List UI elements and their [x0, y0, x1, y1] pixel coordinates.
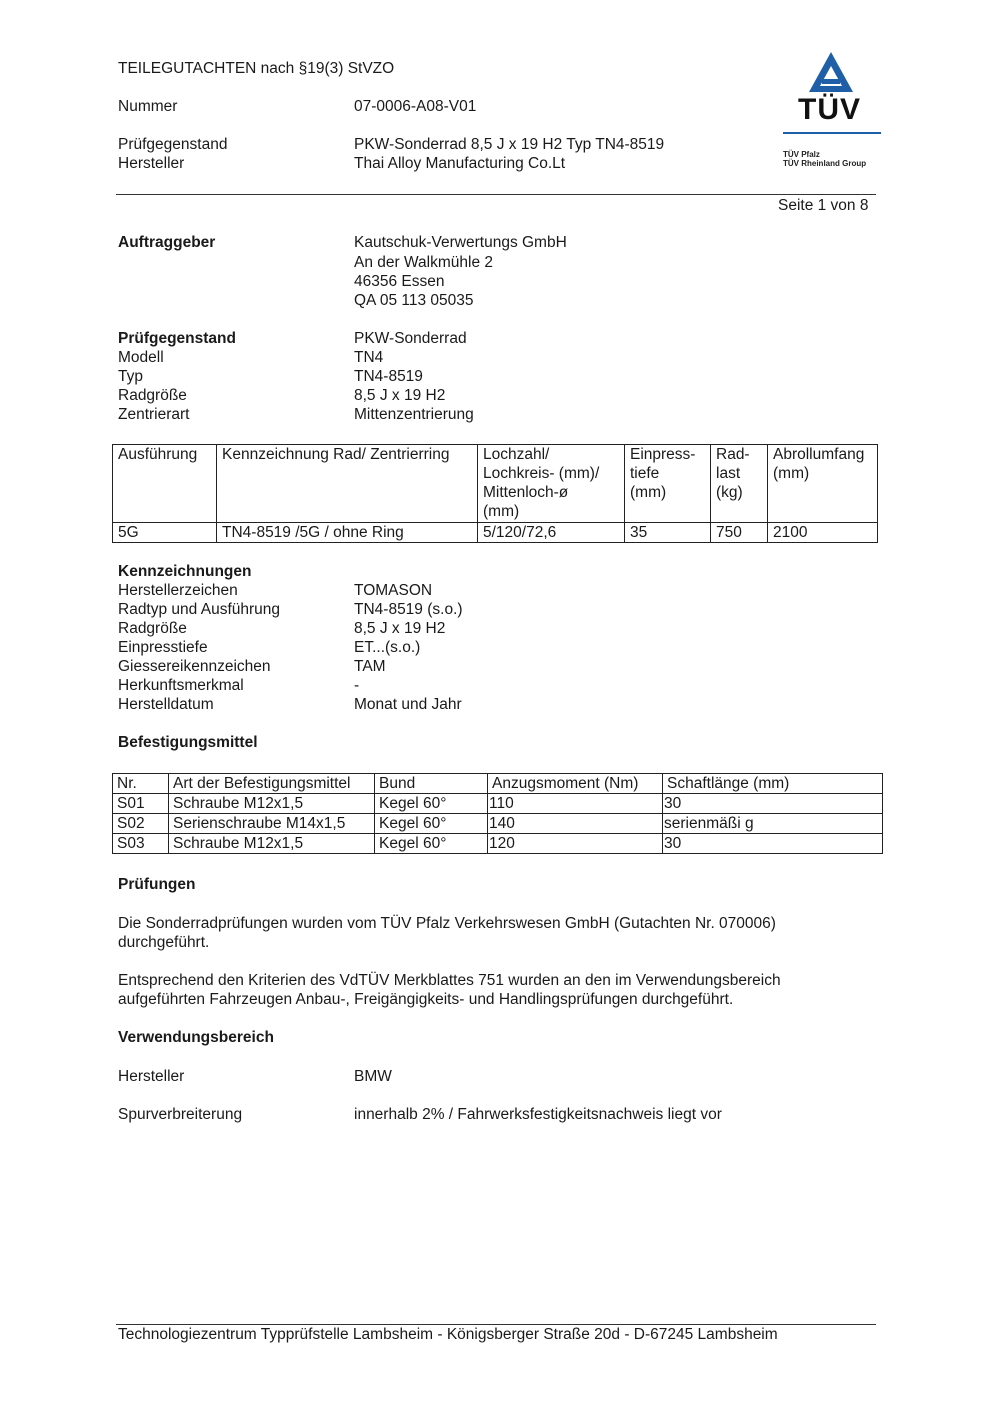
spec-value: TN4-8519 — [354, 368, 423, 385]
paragraph-line: Entsprechend den Kriterien des VdTÜV Merkblattes 751 wurden an den im Verwendungsbereich — [118, 972, 781, 989]
auftraggeber-label: Auftraggeber — [118, 234, 216, 251]
table-cell: Schraube M12x1,5 — [169, 834, 375, 854]
table-cell: 5/120/72,6 — [478, 523, 625, 543]
marking-row — [118, 676, 818, 695]
logo-line1: TÜV Pfalz — [783, 150, 820, 159]
marking-row — [118, 638, 818, 657]
spec-row — [118, 386, 818, 405]
table-header-cell: Anzugsmoment (Nm) — [488, 774, 663, 794]
marking-label: Herstelldatum — [118, 696, 214, 713]
table-cell: 140 — [488, 814, 663, 834]
table-cell: 30 — [663, 794, 883, 814]
pruefungen-paragraph-2 — [118, 971, 858, 1009]
table-cell: 2100 — [768, 523, 878, 543]
auftraggeber-line: Kautschuk-Verwertungs GmbH — [354, 234, 567, 251]
spec-row — [118, 405, 818, 424]
usage-value: BMW — [354, 1068, 392, 1085]
usage-label: Hersteller — [118, 1068, 185, 1085]
marking-label: Radgröße — [118, 620, 187, 637]
marking-value: - — [354, 677, 360, 694]
auftraggeber-line: QA 05 113 05035 — [354, 292, 474, 309]
marking-label: Herstellerzeichen — [118, 582, 238, 599]
table-cell: 120 — [488, 834, 663, 854]
table-header-cell: Art der Befestigungsmittel — [169, 774, 375, 794]
table-cell: TN4-8519 /5G / ohne Ring — [217, 523, 478, 543]
spec-value: TN4 — [354, 349, 384, 366]
table-header-cell: Schaftlänge (mm) — [663, 774, 883, 794]
table-cell: Serienschraube M14x1,5 — [169, 814, 375, 834]
table-header-cell: Kennzeichnung Rad/ Zentrierring — [217, 445, 478, 523]
table-row — [113, 814, 883, 834]
table-row — [113, 523, 878, 543]
table-cell: serienmäßi g — [663, 814, 883, 834]
spec-label: Zentrierart — [118, 406, 190, 423]
footer-address: Technologiezentrum Typprüfstelle Lambsheim - Königsberger Straße 20d - D-67245 Lambsheim — [118, 1326, 778, 1343]
table-header-cell: Lochzahl/ Lochkreis- (mm)/ Mittenloch-ø (mm) — [478, 445, 625, 523]
document-title: TEILEGUTACHTEN nach §19(3) StVZO — [118, 60, 395, 77]
spec-label: Modell — [118, 349, 164, 366]
table-cell: Kegel 60° — [375, 834, 488, 854]
tuev-logo — [760, 50, 910, 170]
field-nummer — [118, 97, 818, 116]
section-heading-kennzeichnungen: Kennzeichnungen — [118, 563, 252, 580]
table-cell: 30 — [663, 834, 883, 854]
field-label: Hersteller — [118, 155, 185, 172]
section-heading-verwendung: Verwendungsbereich — [118, 1029, 274, 1046]
table-cell: Kegel 60° — [375, 814, 488, 834]
auftraggeber-line: An der Walkmühle 2 — [354, 254, 493, 271]
marking-row — [118, 581, 818, 600]
table-cell: 750 — [711, 523, 768, 543]
table-header-row — [113, 774, 883, 794]
usage-label: Spurverbreiterung — [118, 1106, 243, 1123]
spec-label: Prüfgegenstand — [118, 330, 236, 347]
field-value: PKW-Sonderrad 8,5 J x 19 H2 Typ TN4-8519 — [354, 136, 665, 153]
table-cell: S03 — [113, 834, 169, 854]
fastener-table — [112, 773, 883, 854]
usage-value: innerhalb 2% / Fahrwerksfestigkeitsnachweis liegt vor — [354, 1106, 722, 1123]
marking-row — [118, 619, 818, 638]
auftraggeber-line: 46356 Essen — [354, 273, 445, 290]
table-header-cell: Ausführung — [113, 445, 217, 523]
table-header-cell: Abrollumfang (mm) — [768, 445, 878, 523]
marking-label: Einpresstiefe — [118, 639, 208, 656]
logo-brand: TÜV — [798, 93, 861, 126]
auftraggeber-block — [118, 233, 818, 252]
marking-label: Giessereikennzeichen — [118, 658, 271, 675]
wheel-table — [112, 444, 878, 543]
table-row — [113, 794, 883, 814]
spec-label: Typ — [118, 368, 143, 385]
field-pruefgegenstand — [118, 135, 818, 154]
spec-value: PKW-Sonderrad — [354, 330, 467, 347]
marking-row — [118, 600, 818, 619]
field-value: 07-0006-A08-V01 — [354, 98, 477, 115]
marking-value: 8,5 J x 19 H2 — [354, 620, 446, 637]
table-row — [113, 834, 883, 854]
field-value: Thai Alloy Manufacturing Co.Lt — [354, 155, 566, 172]
section-heading-pruefungen: Prüfungen — [118, 876, 196, 893]
page-number: Seite 1 von 8 — [778, 197, 869, 214]
marking-value: Monat und Jahr — [354, 696, 462, 713]
field-label: Prüfgegenstand — [118, 136, 228, 153]
table-cell: Schraube M12x1,5 — [169, 794, 375, 814]
table-header-cell: Rad- last (kg) — [711, 445, 768, 523]
table-cell: S01 — [113, 794, 169, 814]
logo-line2: TÜV Rheinland Group — [783, 159, 867, 168]
marking-value: TAM — [354, 658, 386, 675]
marking-value: TOMASON — [354, 582, 433, 599]
paragraph-line: aufgeführten Fahrzeugen Anbau-, Freigängigkeits- und Handlingsprüfungen durchgeführt. — [118, 991, 734, 1008]
table-header-cell: Bund — [375, 774, 488, 794]
table-cell: S02 — [113, 814, 169, 834]
table-cell: 110 — [488, 794, 663, 814]
spec-label: Radgröße — [118, 387, 187, 404]
table-header-cell: Nr. — [113, 774, 169, 794]
header-divider — [116, 194, 876, 195]
marking-value: ET...(s.o.) — [354, 639, 421, 656]
table-header-cell: Einpress- tiefe (mm) — [625, 445, 711, 523]
section-heading-befestigung: Befestigungsmittel — [118, 734, 258, 751]
usage-row — [118, 1067, 818, 1086]
marking-label: Radtyp und Ausführung — [118, 601, 281, 618]
spec-row — [118, 329, 818, 348]
field-label: Nummer — [118, 98, 178, 115]
spec-row — [118, 367, 818, 386]
table-cell: 35 — [625, 523, 711, 543]
table-cell: 5G — [113, 523, 217, 543]
paragraph-line: Die Sonderradprüfungen wurden vom TÜV Pfalz Verkehrswesen GmbH (Gutachten Nr. 070006) — [118, 915, 776, 932]
table-cell: Kegel 60° — [375, 794, 488, 814]
paragraph-line: durchgeführt. — [118, 934, 210, 951]
spec-value: 8,5 J x 19 H2 — [354, 387, 446, 404]
field-hersteller — [118, 154, 818, 173]
table-header-row — [113, 445, 878, 523]
marking-row — [118, 695, 818, 714]
marking-value: TN4-8519 (s.o.) — [354, 601, 463, 618]
marking-label: Herkunftsmerkmal — [118, 677, 244, 694]
spec-row — [118, 348, 818, 367]
spec-value: Mittenzentrierung — [354, 406, 474, 423]
pruefungen-paragraph-1 — [118, 914, 858, 952]
usage-row — [118, 1105, 818, 1124]
marking-row — [118, 657, 818, 676]
